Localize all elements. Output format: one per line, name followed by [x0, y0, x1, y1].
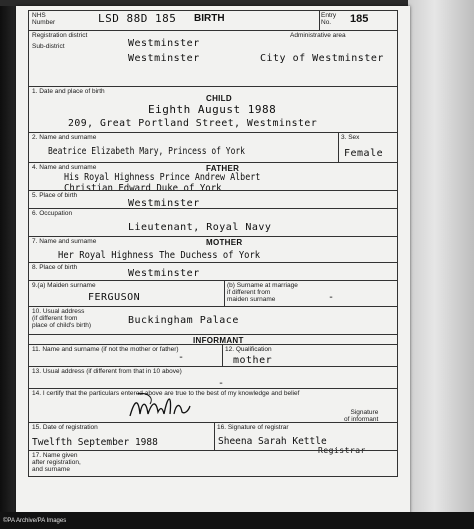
father-section-heading: FATHER: [206, 164, 240, 173]
name-after-registration-row: [28, 450, 398, 451]
mother-address-value: Buckingham Palace: [128, 315, 239, 326]
registrar-signature-label: 16. Signature of registrar: [217, 424, 289, 431]
background-bottom: [0, 512, 474, 529]
mother-address-label: 10. Usual address (if different from place of child's birth): [32, 308, 92, 329]
mother-name-value: Her Royal Highness The Duchess of York: [58, 250, 261, 261]
mother-maiden-value: FERGUSON: [88, 292, 141, 303]
informant-signature-image: [128, 392, 218, 420]
mother-section-heading: MOTHER: [206, 238, 243, 247]
registration-date-row: [28, 422, 398, 423]
informant-section-row: [28, 334, 398, 335]
nhs-number-label: NHS Number: [32, 12, 56, 26]
mother-pob-value: Westminster: [128, 268, 200, 279]
child-dob-value: Eighth August 1988: [148, 103, 277, 116]
father-occupation-value: Lieutenant, Royal Navy: [128, 222, 272, 233]
father-occupation-row: [28, 208, 398, 209]
father-name-label: 4. Name and surname: [32, 164, 97, 171]
child-dob-row: [28, 86, 398, 87]
child-name-row: [28, 132, 398, 133]
entry-no-label: Entry No.: [321, 12, 337, 26]
father-pob-label: 5. Place of birth: [32, 192, 78, 199]
father-pob-row: [28, 190, 398, 191]
informant-address-label: 13. Usual address (if different from that in 10 above): [32, 368, 182, 375]
mother-address-row: [28, 306, 398, 307]
child-name-label: 2. Name and surname: [32, 134, 97, 141]
divider: [214, 422, 215, 450]
informant-name-row: [28, 344, 398, 345]
certification-label: 14. I certify that the particulars entered above are true to the best of my knowledge and belief: [32, 390, 300, 397]
mother-pob-label: 8. Place of birth: [32, 264, 78, 271]
informant-qualification-value: mother: [233, 355, 273, 366]
admin-area-label: Administrative area: [290, 32, 346, 39]
child-name-value: Beatrice Elizabeth Mary, Princess of York: [48, 146, 245, 157]
birth-certificate-form: [28, 10, 398, 505]
child-place-value: 209, Great Portland Street, Westminster: [68, 118, 318, 129]
divider: [224, 280, 225, 306]
name-after-registration-label: 17. Name given after registration, and surname: [32, 452, 81, 473]
registration-district-value: Westminster: [128, 38, 200, 49]
child-sex-label: 3. Sex: [341, 134, 360, 141]
informant-name-value: -: [178, 352, 185, 363]
sub-district-value: Westminster: [128, 53, 200, 64]
father-occupation-label: 6. Occupation: [32, 210, 73, 217]
registration-date-value: Twelfth September 1988: [32, 437, 158, 448]
mother-maiden-row: [28, 280, 398, 281]
informant-name-label: 11. Name and surname (if not the mother or father): [32, 346, 179, 353]
registration-district-label: Registration district: [32, 32, 88, 39]
background-right: [408, 0, 474, 529]
registrar-title: Registrar: [318, 446, 366, 455]
divider: [338, 132, 339, 162]
father-name-row: [28, 162, 398, 163]
divider: [319, 10, 320, 30]
record-type: BIRTH: [194, 13, 225, 24]
child-section-heading: CHILD: [206, 94, 232, 103]
child-sex-value: Female: [344, 148, 384, 159]
mother-name-label: 7. Name and surname: [32, 238, 97, 245]
father-pob-value: Westminster: [128, 198, 200, 209]
mother-marriage-surname-value: -: [328, 292, 335, 303]
certification-row: [28, 388, 398, 389]
entry-no-value: 185: [350, 13, 369, 25]
mother-name-row: [28, 236, 398, 237]
informant-address-value: -: [218, 378, 225, 389]
informant-signature-label: Signature of informant: [344, 409, 379, 423]
father-name-line1: His Royal Highness Prince Andrew Albert: [64, 172, 261, 183]
nhs-number-value: LSD 88D 185: [98, 12, 177, 25]
child-dob-label: 1. Date and place of birth: [32, 88, 105, 95]
registrar-signature-value: Sheena Sarah Kettle: [218, 436, 327, 447]
informant-address-row: [28, 366, 398, 367]
admin-area-value: City of Westminster: [260, 53, 384, 64]
father-name-line2: Christian Edward Duke of York: [64, 183, 222, 194]
mother-marriage-surname-label: (b) Surname at marriage if different from maiden surname: [227, 282, 298, 303]
informant-qualification-label: 12. Qualification: [225, 346, 272, 353]
mother-maiden-label: 9.(a) Maiden surname: [32, 282, 96, 289]
photo-credit: ©PA Archive/PA Images: [3, 518, 67, 524]
informant-section-heading: INFORMANT: [193, 336, 244, 345]
divider: [222, 344, 223, 366]
registration-date-label: 15. Date of registration: [32, 424, 98, 431]
sub-district-label: Sub-district: [32, 43, 65, 50]
mother-pob-row: [28, 262, 398, 263]
